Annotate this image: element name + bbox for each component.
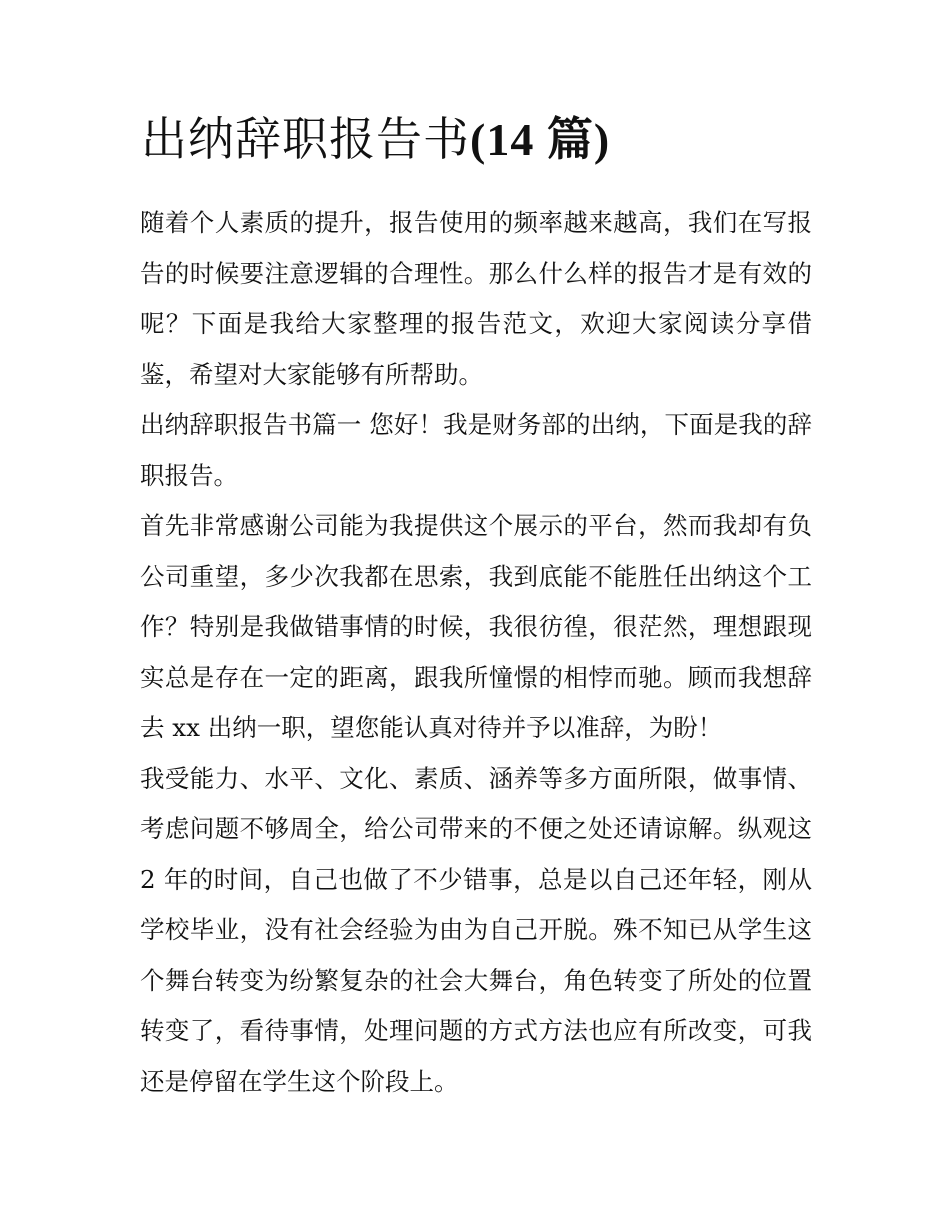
title-main: 出纳辞职报告书 <box>141 112 470 166</box>
document-body <box>140 198 812 1107</box>
paragraph-gratitude: 首先非常感谢公司能为我提供这个展示的平台，然而我却有负公司重望，多少次我都在思索，我到底能不能胜任出纳这个工作？特别是我做错事情的时候，我很彷徨，很茫然，理想跟现实总是存在一定的距离，跟我所憧憬的相悖而驰。顾而我想辞去 xx 出纳一职，望您能认真对待并予以准辞，为盼！ <box>140 511 812 742</box>
page-title <box>141 112 610 167</box>
title-count: (14 篇) <box>470 114 611 165</box>
paragraph-reflection: 我受能力、水平、文化、素质、涵养等多方面所限，做事情、考虑问题不够周全，给公司带来的不便之处还请谅解。纵观这 2 年的时间，自己也做了不少错事，总是以自己还年轻，刚从学校毕业，没有社会经验为由为自己开脱。殊不知已从学生这个舞台转变为纷繁复杂的社会大舞台，角色转变了所处的位置转变了，看待事情，处理问题的方式方法也应有所改变，可我还是停留在学生这个阶段上。 <box>140 763 812 1096</box>
paragraph-intro: 随着个人素质的提升，报告使用的频率越来越高，我们在写报告的时候要注意逻辑的合理性。那么什么样的报告才是有效的呢？下面是我给大家整理的报告范文，欢迎大家阅读分享借鉴，希望对大家能够有所帮助。 <box>140 208 812 389</box>
paragraph-opening: 出纳辞职报告书篇一 您好！我是财务部的出纳，下面是我的辞职报告。 <box>140 410 812 490</box>
